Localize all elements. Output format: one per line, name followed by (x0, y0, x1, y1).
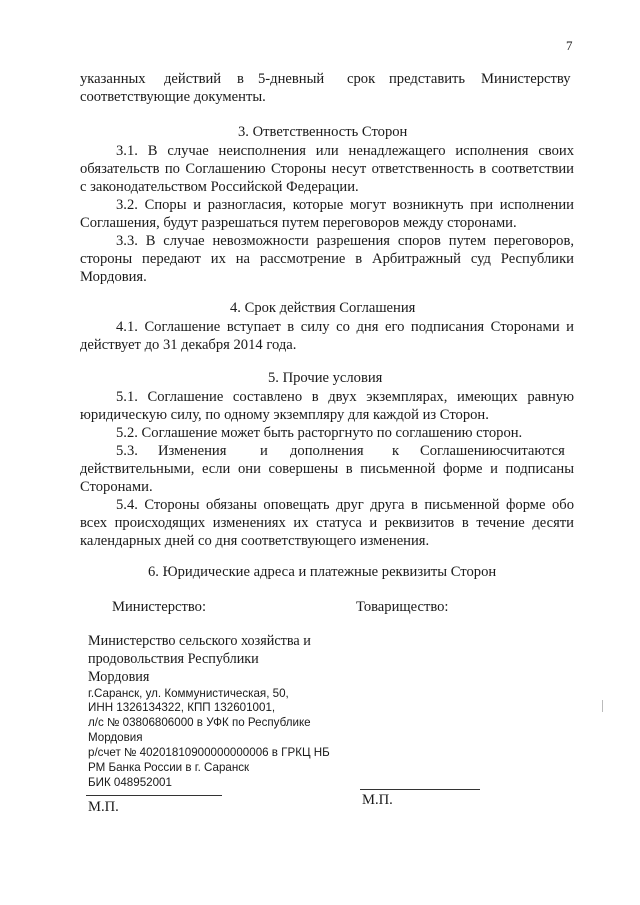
s5-p1-line2: юридическую силу, по одному экземпляру для каждой из Сторон. (80, 407, 489, 423)
s3-p2-line1: 3.2. Споры и разногласия, которые могут возникнуть при исполнении (116, 197, 574, 213)
ministry-name-line1: Министерство сельского хозяйства и (88, 633, 311, 649)
s3-p1-line3: с законодательством Российской Федерации. (80, 179, 359, 195)
s5-p3-word: и (260, 443, 268, 459)
page-number: 7 (566, 38, 573, 53)
ministry-account: л/с № 03806806000 в УФК по Республике (88, 716, 311, 729)
stamp-left: М.П. (88, 799, 119, 815)
intro-word: представить (389, 71, 466, 87)
intro-word: в (237, 71, 244, 87)
signature-line-right (360, 789, 480, 790)
intro-word: указанных (80, 71, 146, 87)
intro-line-2: соответствующие документы. (80, 89, 266, 105)
section-5-title: 5. Прочие условия (268, 370, 383, 386)
s5-p3-word: считаются (500, 443, 565, 459)
s3-p1-line1: 3.1. В случае неисполнения или ненадлежащего исполнения своих (116, 143, 574, 159)
section-4-title: 4. Срок действия Соглашения (230, 300, 416, 316)
s3-p3-line3: Мордовия. (80, 269, 147, 285)
s3-p1-line2: обязательств по Соглашению Стороны несут ответственность в соответствии (80, 161, 574, 177)
stamp-right: М.П. (362, 792, 393, 808)
s5-p4-line1: 5.4. Стороны обязаны оповещать друг друга в письменной форме обо (116, 497, 574, 513)
ministry-name-line2: продовольствия Республики (88, 651, 259, 667)
s5-p3-line2: действительными, если они совершены в письменной форме и подписаны (80, 461, 574, 477)
s3-p3-line2: стороны передают их на рассмотрение в Арбитражный суд Республики (80, 251, 574, 267)
ministry-bik: БИК 048952001 (88, 776, 172, 789)
ministry-inn: ИНН 1326134322, КПП 132601001, (88, 701, 276, 714)
ministry-address: г.Саранск, ул. Коммунистическая, 50, (88, 687, 289, 700)
s5-p4-line2: всех происходящих изменениях их статуса и реквизитов в течение десяти (80, 515, 574, 531)
s5-p3-word: Соглашению (420, 443, 501, 459)
s5-p3-word: 5.3. (116, 443, 138, 459)
s5-p3-word: дополнения (290, 443, 364, 459)
s5-p1-line1: 5.1. Соглашение составлено в двух экземплярах, имеющих равную (116, 389, 574, 405)
ministry-label: Министерство: (112, 599, 207, 615)
intro-word: Министерству (481, 71, 571, 87)
partnership-label: Товарищество: (356, 599, 449, 615)
s5-p3-line3: Сторонами. (80, 479, 153, 495)
section-3-title: 3. Ответственность Сторон (238, 124, 408, 140)
signature-line-left (86, 795, 222, 796)
s4-p1-line1: 4.1. Соглашение вступает в силу со дня его подписания Сторонами и (116, 319, 574, 335)
ministry-bank: РМ Банка России в г. Саранск (88, 761, 250, 774)
intro-word: срок (347, 71, 376, 87)
s3-p2-line2: Соглашения, будут разрешаться путем переговоров между сторонами. (80, 215, 517, 231)
intro-word: действий (164, 71, 222, 87)
s3-p3-line1: 3.3. В случае невозможности разрешения споров путем переговоров, (116, 233, 574, 249)
s5-p3-word: к (392, 443, 400, 459)
scan-mark (602, 700, 603, 712)
section-6-title: 6. Юридические адреса и платежные реквизиты Сторон (148, 564, 497, 580)
ministry-name-line3: Мордовия (88, 669, 150, 685)
ministry-region: Мордовия (88, 731, 143, 744)
s5-p4-line3: календарных дней со дня соответствующего изменения. (80, 533, 430, 549)
s4-p1-line2: действует до 31 декабря 2014 года. (80, 337, 297, 353)
s5-p2-line1: 5.2. Соглашение может быть расторгнуто по соглашению сторон. (116, 425, 523, 441)
s5-p3-word: Изменения (158, 443, 227, 459)
ministry-settlement-account: р/счет № 40201810900000000006 в ГРКЦ НБ (88, 746, 330, 759)
intro-word: 5-дневный (258, 71, 325, 87)
